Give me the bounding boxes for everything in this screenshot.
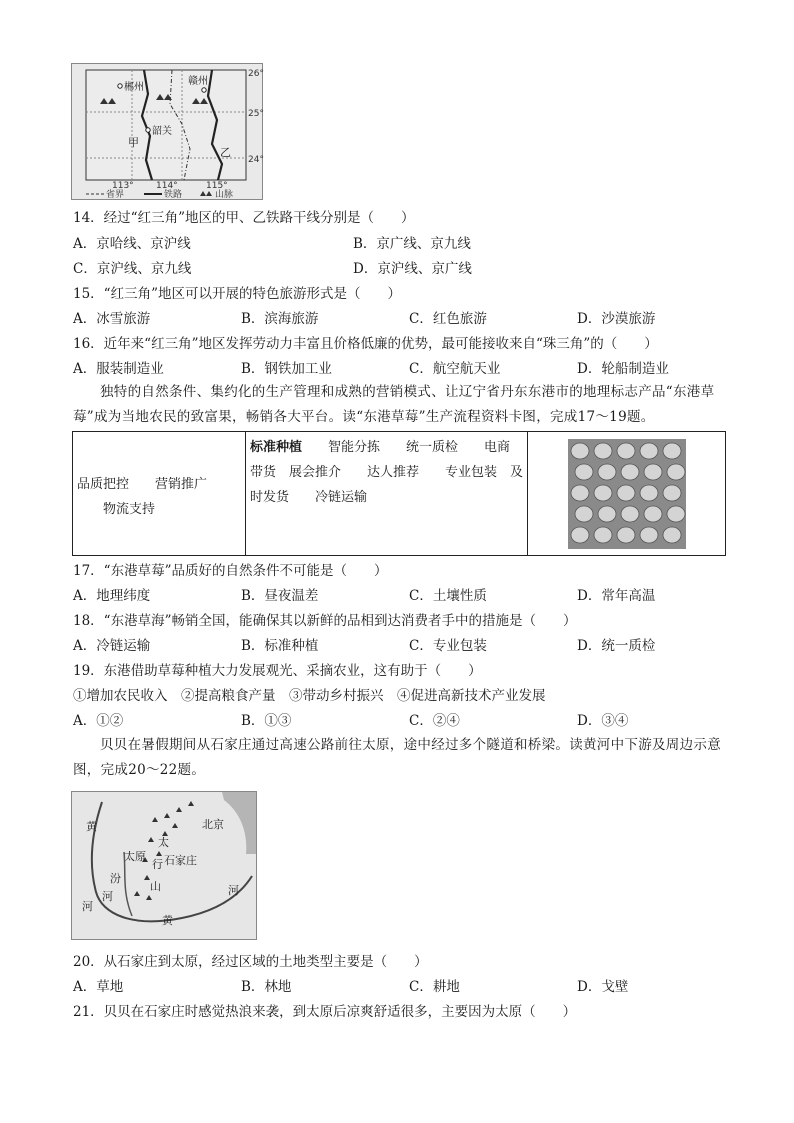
q16-option-b: B．钢铁加工业 <box>241 361 332 377</box>
q17-option-a: A．地理纬度 <box>73 588 151 604</box>
q15-option-c: C．红色旅游 <box>409 311 487 327</box>
intro-20-22: 贝贝在暑假期间从石家庄通过高速公路前往太原，途中经过多个隧道和桥梁。读黄河中下游及周边示意图，完成20～22题。 <box>73 737 721 778</box>
q18-option-b: B．标准种植 <box>241 638 319 654</box>
q17-stem: 17．“东港草莓”品质好的自然条件不可能是（ ） <box>73 563 388 579</box>
lat-25: 25° <box>248 109 264 119</box>
intro-17-19: 独特的自然条件、集约化的生产管理和成熟的营销模式、让辽宁省丹东东港市的地理标志产品“东港草莓”成为当地农民的致富果，畅销各大平台。读“东港草莓”生产流程资料卡图，完成17～19题。 <box>73 384 715 425</box>
q19-option-a: A．①② <box>73 713 124 729</box>
strawberry-shape <box>640 443 658 459</box>
q20-option-c: C．耕地 <box>409 979 460 995</box>
card-col2-bold: 标准种植 <box>250 440 303 455</box>
strawberry-shape <box>571 527 589 543</box>
q19-option-d: D．③④ <box>577 713 629 729</box>
q15-stem: 15．“红三角”地区可以开展的特色旅游形式是（ ） <box>73 286 401 302</box>
q14-option-b: B．京广线、京九线 <box>353 236 471 252</box>
q16-option-d: D．轮船制造业 <box>577 361 669 377</box>
strawberry-shape <box>598 506 616 522</box>
shaoguan-dot <box>146 128 150 132</box>
legend-railway: 铁路 <box>164 190 183 200</box>
yellow-river-map-svg <box>72 792 256 939</box>
red-triangle-map <box>71 63 263 200</box>
strawberry-shape <box>594 527 612 543</box>
q16-option-c: C．航空航天业 <box>409 361 501 377</box>
strawberry-shape <box>621 464 639 480</box>
strawberry-shape <box>571 443 589 459</box>
q14-option-a: A．京哈线、京沪线 <box>73 236 191 252</box>
city-ganzhou: 赣州 <box>188 76 208 87</box>
q15-option-a: A．冰雪旅游 <box>73 311 151 327</box>
strawberry-shape <box>621 506 639 522</box>
strawberry-shape <box>640 485 658 501</box>
card-col1-line2: 物流支持 <box>103 502 156 517</box>
rail-label-jia: 甲 <box>128 136 139 149</box>
city-beijing: 北京 <box>202 818 224 831</box>
q18-option-d: D．统一质检 <box>577 638 656 654</box>
city-chenzhou: 郴州 <box>124 82 144 93</box>
lon-113: 113° <box>112 181 134 191</box>
river-right-char-1: 黄 <box>162 914 173 927</box>
strawberry-shape <box>594 443 612 459</box>
q14-option-d: D．京沪线、京广线 <box>353 261 472 277</box>
q15-option-b: B．滨海旅游 <box>241 311 319 327</box>
strawberry-shape <box>663 443 681 459</box>
lon-115: 115° <box>206 181 228 191</box>
q19-option-c: C．②④ <box>409 713 460 729</box>
rail-label-yi: 乙 <box>220 146 231 159</box>
fen-char-2: 河 <box>102 890 113 903</box>
strawberry-shape <box>598 464 616 480</box>
strawberry-shape <box>617 485 635 501</box>
strawberry-shape <box>640 527 658 543</box>
legend-mountain: 山脉 <box>215 190 234 200</box>
card-column-3 <box>528 432 725 555</box>
river-left-char-2: 河 <box>82 900 93 913</box>
q17-option-c: C．土壤性质 <box>409 588 487 604</box>
strawberry-shape <box>663 485 681 501</box>
river-right-char-2: 河 <box>228 884 239 897</box>
strawberry-shape <box>575 506 593 522</box>
strawberry-shape <box>644 464 662 480</box>
lat-26: 26° <box>248 69 264 79</box>
q16-option-a: A．服装制造业 <box>73 361 164 377</box>
red-triangle-map-svg <box>72 64 262 199</box>
card-column-2 <box>246 432 528 555</box>
strawberry-photo <box>568 439 686 549</box>
legend-border: 省界 <box>106 190 125 200</box>
mountain-char-3: 山 <box>150 880 161 893</box>
mountain-char-1: 太 <box>158 836 169 849</box>
q17-option-d: D．常年高温 <box>577 588 656 604</box>
mountain-char-2: 行 <box>152 858 163 871</box>
card-col2-text: 智能分拣 统一质检 电商带货 展会推介 达人推荐 专业包装 及时发货 冷链运输 <box>250 440 524 505</box>
q20-option-b: B．林地 <box>241 979 292 995</box>
strawberry-shape <box>617 527 635 543</box>
chenzhou-dot <box>118 84 122 88</box>
city-shaoguan: 韶关 <box>152 126 172 137</box>
city-taiyuan: 太原 <box>124 850 146 863</box>
q16-stem: 16．近年来“红三角”地区发挥劳动力丰富且价格低廉的优势，最可能接收来自“珠三角”的（ ） <box>73 336 658 352</box>
river-left-char-1: 黄 <box>86 820 97 833</box>
card-column-1 <box>73 432 246 555</box>
strawberry-shape <box>594 485 612 501</box>
card-col1-line1: 品质把控 营销推广 <box>77 477 208 492</box>
q19-stem: 19．东港借助草莓种植大力发展观光、采摘农业，这有助于（ ） <box>73 663 482 679</box>
q15-option-d: D．沙漠旅游 <box>577 311 656 327</box>
strawberry-shape <box>571 485 589 501</box>
strawberry-shape <box>667 506 685 522</box>
strawberry-shape <box>667 464 685 480</box>
q19-items: ①增加农民收入 ②提高粮食产量 ③带动乡村振兴 ④促进高新技术产业发展 <box>73 688 546 704</box>
q20-option-a: A．草地 <box>73 979 124 995</box>
strawberry-shape <box>617 443 635 459</box>
fen-char-1: 汾 <box>110 872 121 885</box>
q18-stem: 18．“东港草海”畅销全国，能确保其以新鲜的品相到达消费者手中的措施是（ ） <box>73 613 577 629</box>
strawberry-process-card <box>72 431 726 556</box>
ganzhou-dot <box>202 88 206 92</box>
strawberry-shape <box>644 506 662 522</box>
city-shijiazhuang: 石家庄 <box>164 854 197 867</box>
q20-option-d: D．戈壁 <box>577 979 629 995</box>
strawberry-shape <box>663 527 681 543</box>
lon-114: 114° <box>156 181 178 191</box>
q21-stem: 21．贝贝在石家庄时感觉热浪来袭，到太原后凉爽舒适很多，主要因为太原（ ） <box>73 1004 577 1020</box>
q18-option-a: A．冷链运输 <box>73 638 151 654</box>
q18-option-c: C．专业包装 <box>409 638 487 654</box>
q14-stem: 14．经过“红三角”地区的甲、乙铁路干线分别是（ ） <box>73 210 415 226</box>
q20-stem: 20．从石家庄到太原，经过区域的土地类型主要是（ ） <box>73 954 428 970</box>
q14-option-c: C．京沪线、京九线 <box>73 261 192 277</box>
q17-option-b: B．昼夜温差 <box>241 588 319 604</box>
strawberry-shape <box>575 464 593 480</box>
q19-option-b: B．①③ <box>241 713 292 729</box>
yellow-river-map <box>71 791 257 940</box>
lat-24: 24° <box>248 155 264 165</box>
